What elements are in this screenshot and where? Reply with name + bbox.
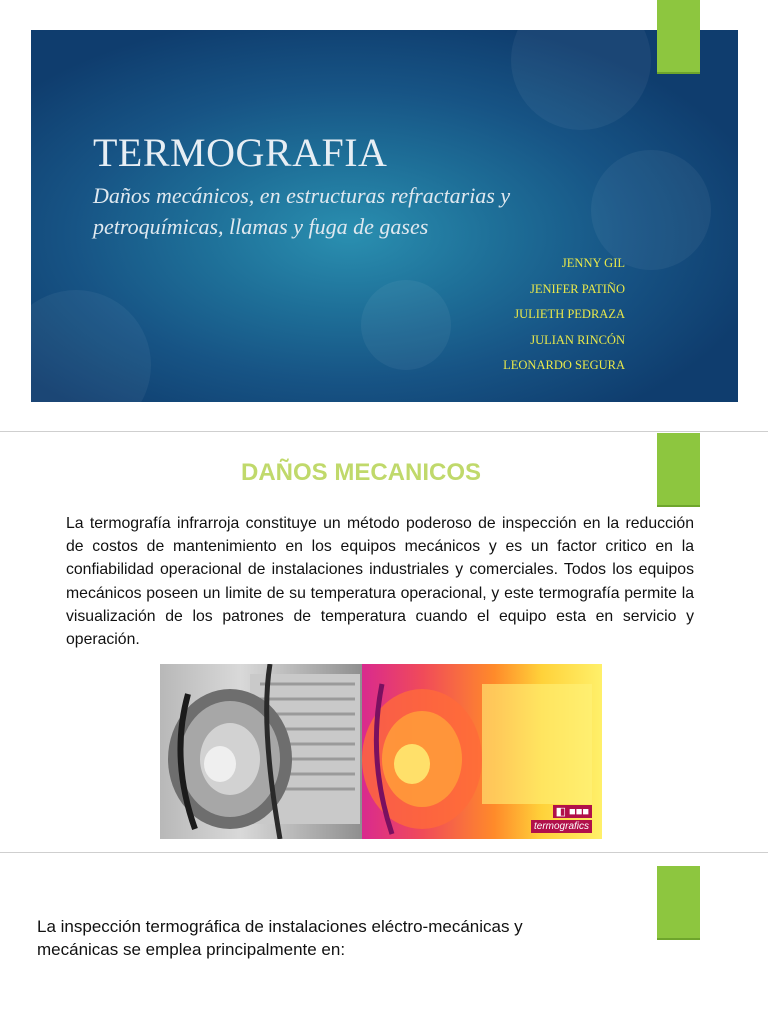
author-name: JULIETH PEDRAZA bbox=[514, 307, 625, 321]
author-name: JENIFER PATIÑO bbox=[529, 281, 625, 296]
title-banner bbox=[31, 30, 738, 402]
section-title: DAÑOS MECANICOS bbox=[240, 459, 481, 486]
thermal-comparison-image bbox=[160, 664, 602, 839]
accent-tab bbox=[657, 0, 700, 74]
slide-inspeccion bbox=[0, 852, 768, 1025]
accent-tab bbox=[657, 866, 700, 940]
author-list bbox=[503, 251, 625, 379]
author-name: JENNY GIL bbox=[561, 256, 625, 270]
author-name: LEONARDO SEGURA bbox=[503, 358, 625, 372]
presentation-title: TERMOGRAFIA bbox=[93, 130, 388, 175]
slide-danos-mecanicos bbox=[0, 431, 768, 852]
body-paragraph: La inspección termográfica de instalaciones eléctro-mecánicas y mecánicas se emplea principalmente en: bbox=[37, 917, 523, 959]
brand-label: termografics bbox=[531, 820, 592, 833]
author-name: JULIAN RINCÓN bbox=[530, 332, 625, 347]
brand-logo-icon: ◧ ■■■ bbox=[553, 805, 592, 818]
thermal-image bbox=[362, 664, 602, 839]
body-paragraph: La termografía infrarroja constituye un método poderoso de inspección en la reducción de costos de mantenimiento en los equipos mecánicos y es un factor critico en la confiabilidad operacional de instalaciones industriales y comerciales. Todos los equipos mecánicos poseen un limite de su temperatura operacional, y este termografía permite la visualización de los patrones de temperatura cuando el equipo esta en servicio y operación. bbox=[66, 515, 694, 649]
slide-title bbox=[0, 0, 768, 430]
motor-photo bbox=[160, 664, 362, 839]
presentation-subtitle: Daños mecánicos, en estructuras refractarias y petroquímicas, llamas y fuga de gases bbox=[93, 183, 511, 239]
